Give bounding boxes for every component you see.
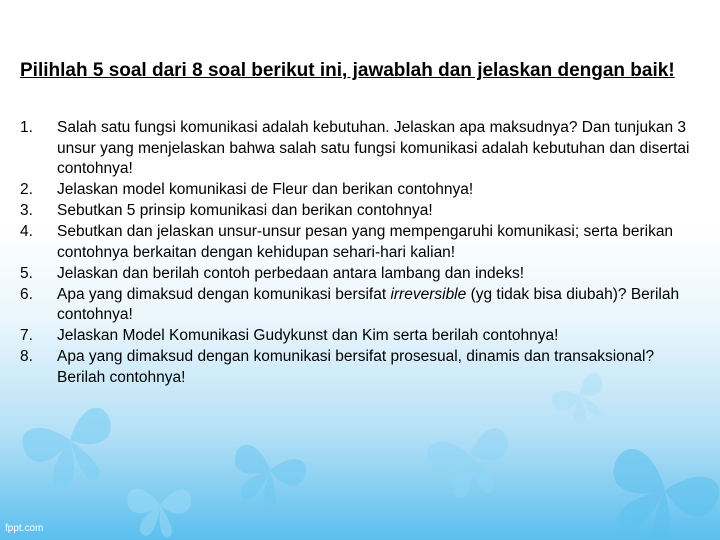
item-number: 2. bbox=[20, 181, 33, 198]
item-number: 4. bbox=[20, 223, 33, 240]
item-text-after: (yg tidak bisa diubah)? Berilah contohnya! bbox=[57, 285, 680, 323]
item-text: Sebutkan dan jelaskan unsur-unsur pesan yang mempengaruhi komunikasi; serta berikan contohnya berkaitan dengan kehidupan sehari-hari kalian! bbox=[57, 223, 674, 261]
item-number: 6. bbox=[20, 285, 33, 303]
item-text: Sebutkan 5 prinsip komunikasi dan berikan contohnya! bbox=[57, 202, 433, 219]
item-text-italic: irreversible bbox=[390, 285, 467, 303]
list-item bbox=[20, 201, 700, 222]
item-text: Salah satu fungsi komunikasi adalah kebutuhan. Jelaskan apa maksudnya? Dan tunjukan 3 unsur yang menjelaskan bahwa salah satu fungsi komunikasi adalah kebutuhan dan disertai contohnya! bbox=[57, 119, 690, 177]
list-item bbox=[20, 118, 700, 180]
item-number: 8. bbox=[20, 348, 33, 365]
item-text-before: Apa yang dimaksud dengan komunikasi bersifat bbox=[57, 285, 391, 303]
item-number: 7. bbox=[20, 327, 33, 344]
item-number: 1. bbox=[20, 119, 33, 136]
item-number: 5. bbox=[20, 264, 33, 282]
item-number: 3. bbox=[20, 202, 33, 219]
item-text: Jelaskan dan berilah contoh perbedaan antara lambang dan indeks! bbox=[57, 264, 525, 282]
list-item bbox=[20, 180, 700, 201]
page-title: Pilihlah 5 soal dari 8 soal berikut ini, jawablah dan jelaskan dengan baik! bbox=[20, 60, 675, 81]
list-item bbox=[20, 264, 700, 285]
question-list bbox=[20, 118, 700, 389]
item-text: Jelaskan model komunikasi de Fleur dan berikan contohnya! bbox=[57, 181, 474, 198]
item-text: Apa yang dimaksud dengan komunikasi bersifat prosesual, dinamis dan transaksional? Berilah contohnya! bbox=[57, 348, 655, 386]
list-item bbox=[20, 222, 700, 263]
list-item bbox=[20, 326, 700, 347]
list-item bbox=[20, 347, 700, 388]
list-item bbox=[20, 285, 700, 326]
item-text: Jelaskan Model Komunikasi Gudykunst dan Kim serta berilah contohnya! bbox=[57, 327, 559, 344]
watermark: fppt.com bbox=[5, 523, 44, 534]
